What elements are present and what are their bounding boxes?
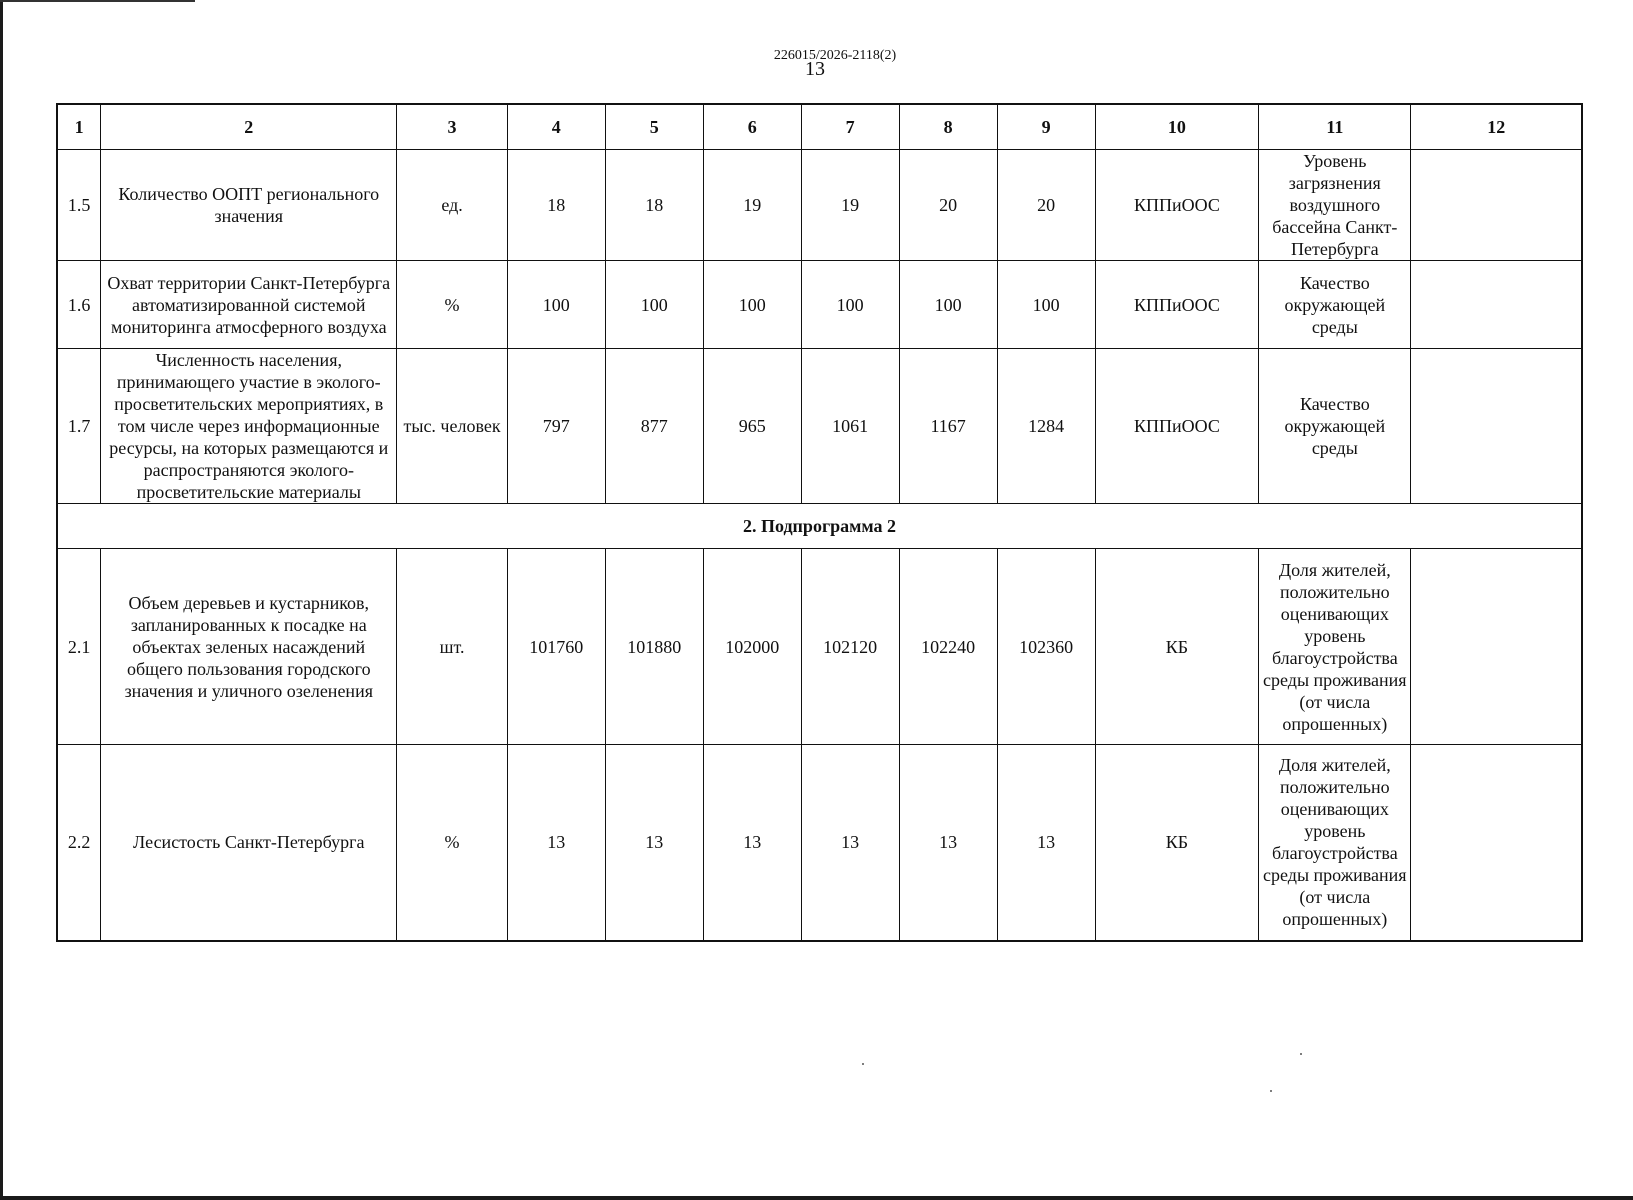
section-title: 2. Подпрограмма 2 bbox=[57, 504, 1582, 549]
table-cell: 797 bbox=[507, 349, 605, 504]
column-number-cell: 11 bbox=[1259, 104, 1411, 150]
table-cell bbox=[1411, 745, 1582, 941]
table-cell: Уровень загрязнения воздушного бассейна Санкт-Петербурга bbox=[1259, 150, 1411, 261]
table-cell: 1.5 bbox=[57, 150, 101, 261]
column-number-cell: 4 bbox=[507, 104, 605, 150]
table-cell: 20 bbox=[997, 150, 1095, 261]
table-cell: Объем деревьев и кустарников, запланированных к посадке на объектах зеленых насаждений общего пользования городского значения и уличного озеленения bbox=[101, 549, 397, 745]
table-cell: 101760 bbox=[507, 549, 605, 745]
table-cell: 13 bbox=[899, 745, 997, 941]
document-code: 226015/2026-2118(2) bbox=[773, 48, 897, 63]
table-cell bbox=[1411, 261, 1582, 349]
table-cell: 100 bbox=[899, 261, 997, 349]
table-cell: 877 bbox=[605, 349, 703, 504]
table-cell: 100 bbox=[507, 261, 605, 349]
table-cell: 1167 bbox=[899, 349, 997, 504]
table-cell: тыс. человек bbox=[397, 349, 507, 504]
table-cell: 13 bbox=[605, 745, 703, 941]
table-cell: 1.6 bbox=[57, 261, 101, 349]
table-cell: 965 bbox=[703, 349, 801, 504]
table-cell: 20 bbox=[899, 150, 997, 261]
column-number-cell: 6 bbox=[703, 104, 801, 150]
table-cell: 19 bbox=[801, 150, 899, 261]
column-number-cell: 5 bbox=[605, 104, 703, 150]
table-cell: Качество окружающей среды bbox=[1259, 261, 1411, 349]
page-number: 13 bbox=[805, 58, 825, 80]
table-cell bbox=[1411, 150, 1582, 261]
table-cell: 100 bbox=[703, 261, 801, 349]
table-cell bbox=[1411, 349, 1582, 504]
table-cell: 1061 bbox=[801, 349, 899, 504]
scan-speck bbox=[1270, 1090, 1272, 1092]
table-cell: 2.1 bbox=[57, 549, 101, 745]
scan-edge-top bbox=[0, 0, 195, 2]
table-cell: 13 bbox=[507, 745, 605, 941]
column-number-cell: 1 bbox=[57, 104, 101, 150]
table-cell: 100 bbox=[801, 261, 899, 349]
table-cell: Доля жителей, положительно оценивающих уровень благоустройства среды проживания (от числа опрошенных) bbox=[1259, 745, 1411, 941]
table-cell: КБ bbox=[1095, 745, 1259, 941]
table-cell: Количество ООПТ регионального значения bbox=[101, 150, 397, 261]
scan-speck bbox=[1300, 1053, 1302, 1055]
table-cell: 19 bbox=[703, 150, 801, 261]
table-row bbox=[57, 745, 1582, 941]
table-cell: Качество окружающей среды bbox=[1259, 349, 1411, 504]
scan-edge-bottom bbox=[0, 1196, 1633, 1200]
table-cell: 102000 bbox=[703, 549, 801, 745]
table-cell: 102360 bbox=[997, 549, 1095, 745]
indicators-table bbox=[56, 103, 1583, 942]
table-cell: 100 bbox=[997, 261, 1095, 349]
column-number-cell: 9 bbox=[997, 104, 1095, 150]
table-cell: 13 bbox=[997, 745, 1095, 941]
column-number-cell: 2 bbox=[101, 104, 397, 150]
table-row bbox=[57, 349, 1582, 504]
table-cell: % bbox=[397, 261, 507, 349]
table-cell: КБ bbox=[1095, 549, 1259, 745]
table-cell: 13 bbox=[801, 745, 899, 941]
table-cell: 1.7 bbox=[57, 349, 101, 504]
scan-edge-left bbox=[0, 0, 3, 1200]
table-cell: ед. bbox=[397, 150, 507, 261]
column-number-cell: 10 bbox=[1095, 104, 1259, 150]
table-cell: 18 bbox=[605, 150, 703, 261]
table-cell: шт. bbox=[397, 549, 507, 745]
table-cell: 18 bbox=[507, 150, 605, 261]
column-number-cell: 7 bbox=[801, 104, 899, 150]
table-row bbox=[57, 549, 1582, 745]
column-number-cell: 12 bbox=[1411, 104, 1582, 150]
column-number-cell: 8 bbox=[899, 104, 997, 150]
table-cell: 101880 bbox=[605, 549, 703, 745]
table-row bbox=[57, 261, 1582, 349]
table-body bbox=[57, 104, 1582, 941]
table-cell bbox=[1411, 549, 1582, 745]
table-cell: КППиООС bbox=[1095, 150, 1259, 261]
table-cell: 102240 bbox=[899, 549, 997, 745]
table-cell: 102120 bbox=[801, 549, 899, 745]
table-cell: Численность населения, принимающего участие в эколого-просветительских мероприятиях, в том числе через информационные ресурсы, на которых размещаются и распространяются эколого-просветительские материалы bbox=[101, 349, 397, 504]
table-row bbox=[57, 150, 1582, 261]
scan-speck bbox=[862, 1063, 864, 1065]
table-cell: 2.2 bbox=[57, 745, 101, 941]
table-cell: 13 bbox=[703, 745, 801, 941]
table-cell: Лесистость Санкт-Петербурга bbox=[101, 745, 397, 941]
table-cell: % bbox=[397, 745, 507, 941]
table-cell: 100 bbox=[605, 261, 703, 349]
table-cell: 1284 bbox=[997, 349, 1095, 504]
column-number-row bbox=[57, 104, 1582, 150]
table-cell: Доля жителей, положительно оценивающих уровень благоустройства среды проживания (от числа опрошенных) bbox=[1259, 549, 1411, 745]
table-cell: Охват территории Санкт-Петербурга автоматизированной системой мониторинга атмосферного воздуха bbox=[101, 261, 397, 349]
table-cell: КППиООС bbox=[1095, 261, 1259, 349]
section-header-row bbox=[57, 504, 1582, 549]
column-number-cell: 3 bbox=[397, 104, 507, 150]
table-cell: КППиООС bbox=[1095, 349, 1259, 504]
